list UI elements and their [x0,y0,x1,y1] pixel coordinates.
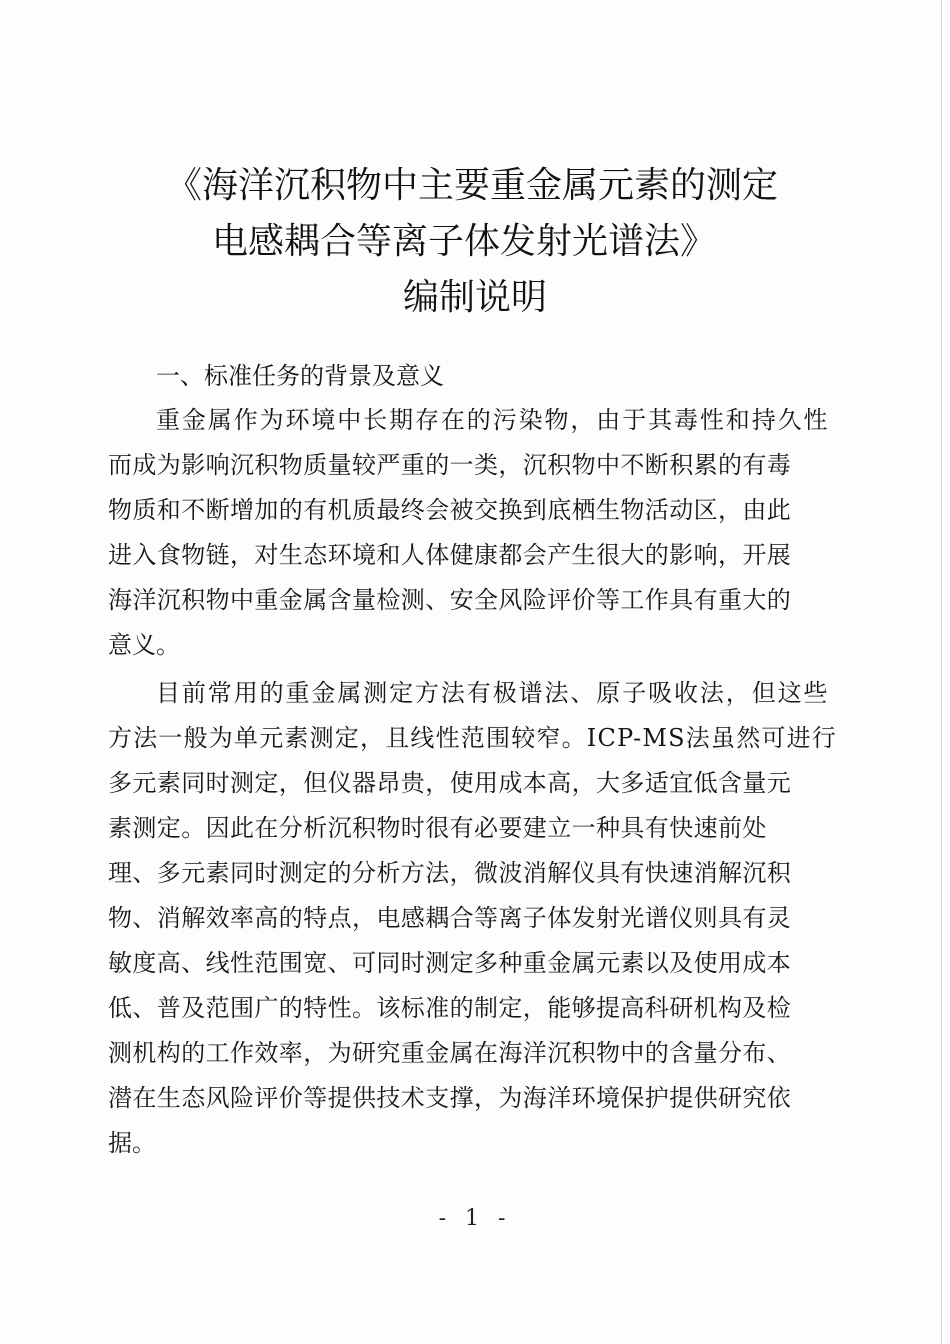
title-line-1: 《海洋沉积物中主要重金属元素的测定 [165,165,778,206]
paragraph-1-line: 进入食物链，对生态环境和人体健康都会产生很大的影响，开展 [108,541,792,569]
paragraph-1-line: 物质和不断增加的有机质最终会被交换到底栖生物活动区，由此 [108,496,792,524]
section-heading: 一、标准任务的背景及意义 [156,362,444,390]
paragraph-2-line: 据。 [108,1129,156,1157]
paragraph-2-line: 方法一般为单元素测定，且线性范围较窄。ICP-MS法虽然可进行 [108,724,838,752]
paragraph-2-line: 物、消解效率高的特点，电感耦合等离子体发射光谱仪则具有灵 [108,904,792,932]
page-number: - 1 - [438,1206,512,1231]
paragraph-2-line: 低、普及范围广的特性。该标准的制定，能够提高科研机构及检 [108,994,792,1022]
paragraph-1-line: 海洋沉积物中重金属含量检测、安全风险评价等工作具有重大的 [108,586,792,614]
paragraph-1-line: 重金属作为环境中长期存在的污染物，由于其毒性和持久性 [156,406,830,434]
paragraph-2-line: 潜在生态风险评价等提供技术支撑，为海洋环境保护提供研究依 [108,1084,792,1112]
title-line-2: 电感耦合等离子体发射光谱法》 [211,221,716,262]
paragraph-2-line: 目前常用的重金属测定方法有极谱法、原子吸收法，但这些 [156,679,830,707]
paragraph-2-line: 测机构的工作效率，为研究重金属在海洋沉积物中的含量分布、 [108,1039,792,1067]
paragraph-2-line: 理、多元素同时测定的分析方法，微波消解仪具有快速消解沉积 [108,859,792,887]
paragraph-1-line: 而成为影响沉积物质量较严重的一类，沉积物中不断积累的有毒 [108,451,792,479]
paragraph-1-line: 意义。 [108,631,180,659]
title-line-3: 编制说明 [402,277,547,318]
paragraph-2-line: 多元素同时测定，但仪器昂贵，使用成本高，大多适宜低含量元 [108,769,792,797]
document-title [0,158,950,326]
paragraph-2-line: 敏度高、线性范围宽、可同时测定多种重金属元素以及使用成本 [108,949,792,977]
paragraph-2-line: 素测定。因此在分析沉积物时很有必要建立一种具有快速前处 [108,814,767,842]
